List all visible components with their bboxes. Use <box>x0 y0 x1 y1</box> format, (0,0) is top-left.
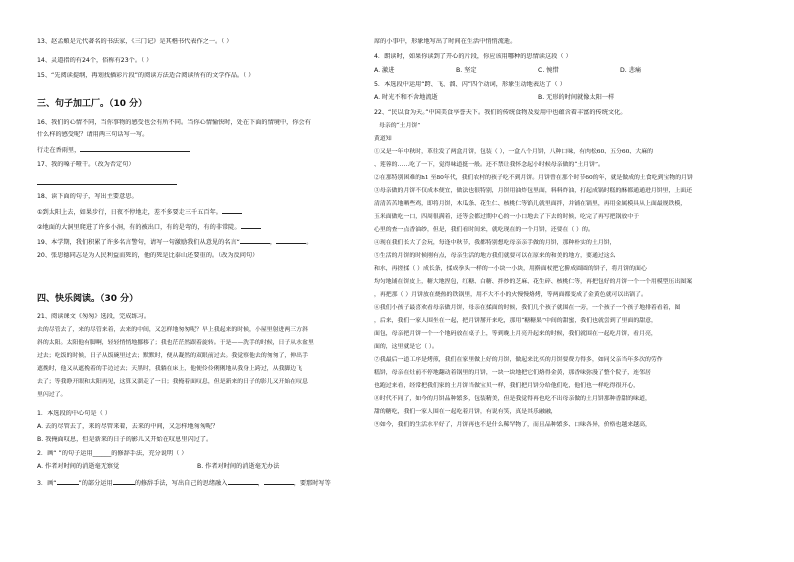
right-column <box>374 38 758 432</box>
article-line: 和水，再搓揉（ ）成长条，揉成拳头一样的一小块一小块，用擀面杖把它擀成圆圆的饼子，将月饼的面心 <box>374 266 647 272</box>
article-line: 面的，这里就是它（ ）。 <box>374 344 438 350</box>
article-line: 、莲蓉的……吃了一下，觉得味道挺一般。还不禁让我怀念起小时候母亲做的“土月饼”。 <box>374 162 604 168</box>
reading-q2-options <box>37 463 367 471</box>
section-3-title: 三、句子加工厂。（10 分） <box>37 99 148 109</box>
article-line: ，再把那（ ）月饼放在烧热的铁锅里，用不大不小的火慢慢烙烤，等两面都变成了金黄色就可以出锅了。 <box>374 292 647 298</box>
article-body <box>374 146 758 432</box>
question-18: 18、读下面的句子，写出主要意思。 <box>37 193 138 200</box>
passage-line: 斜的太阳。太阳他有脚啊，轻轻悄悄地挪移了；我也茫茫然跟着旋转。于是——洗手的时候，日子从水盆里 <box>37 340 314 346</box>
reading-q3: 3．画“ ”的部分运用 的修辞手法，写出自己的思绪融入 ， ，要那时写等 <box>37 480 331 487</box>
article-line: ⑨如今，我们的生活水平好了，月饼再也不是什么稀罕物了，而且品种繁多、口味各异，价格也越来越高， <box>374 422 651 428</box>
question-14: 14、灵道指的有24个，俗称有23个。（ ） <box>37 57 153 64</box>
reading-q2: 2．画“ ”的句子运用______的修辞手法，充分说明（ ） <box>37 450 188 457</box>
question-22: 22、“民以食为天。”中国美食享誉天下。我们的传统食物及爱用中也蕴含着丰富的传统文化。 <box>374 109 627 116</box>
passage-line: 里闪过了。 <box>37 392 67 398</box>
question-21: 21、阅读课文《匆匆》选段，完成练习。 <box>37 313 151 320</box>
question-20: 20、张思德同志是为人民利益而死的，他的死是比泰山还要重的。（改为反问句） <box>37 252 259 259</box>
question-19: 19、本学期，我们积累了许多名言警句，请写一句激励我们从意见的名言“ ， 。 <box>37 239 313 246</box>
reading-q1-option-a[interactable]: A. 去的尽管去了，来的尽管来着，去来的中间，又怎样地匆匆呢？ <box>37 423 219 430</box>
reading-q1-option-b[interactable]: B. 我掩面叹息，但是新来的日子的影儿又开始在叹息里闪过了。 <box>37 436 213 443</box>
article-line: ⑥我们小孩子最喜欢看母亲做月饼，母亲在揉面的时候，我们几个孩子就围在一旁，一个孩子一个孩子地排着看着，图 <box>374 305 681 311</box>
question-15: 15、“先阅读提纲，再划找插彩片段”的阅读方法适合阅读所有的文学作品。（ ） <box>37 72 255 79</box>
reading-q5-option-a[interactable]: A. 时光不和不舍地流逝 <box>374 94 438 101</box>
passage-line: 过去；吃饭的时候，日子从饭碗里过去；默默时，便从凝然的双眼前过去。我觉察他去的匆匆了，伸出手 <box>37 353 308 359</box>
passage-line: 遮挽时，他又从遮挽着的手边过去；天黑时，我躺在床上，他便伶伶俐俐地从我身上跨过，从我脚边飞 <box>37 366 303 372</box>
continued-line: 席的小事中，形象地写出了时间在生活中悄悄流逝。 <box>374 38 517 45</box>
article-line: 糕饼，母亲在灶前不停地翻动着锅里的月饼，一块一块地把它们烙得金黄，那香味弥漫了整个院子，连邻居 <box>374 370 651 376</box>
reading-q4-option-d[interactable]: D. 悲痛 <box>620 67 642 74</box>
reading-q4-options <box>374 67 758 75</box>
article-line: 也跑过来看，经常把我们家的土月饼当做宝贝一样，我们把月饼分给他们吃，他们也一样吃得很开心， <box>374 383 640 389</box>
reading-passage <box>37 324 367 402</box>
article-title: 母亲的“土月饼” <box>379 123 421 129</box>
reading-q4-option-b[interactable]: B. 坚定 <box>456 67 477 74</box>
reading-q2-option-b[interactable]: B. 作者对时间的消逝毫无办法 <box>197 463 280 470</box>
answer-blank[interactable] <box>228 478 258 485</box>
question-18-item2: ②地面的大洞里爬进了许多小洞，有的被出口，有的是弯的，有的非常陡。 <box>37 222 367 232</box>
answer-blank[interactable] <box>222 207 242 214</box>
article-line: ⑦我最后一道工序是烤煎，我们在家里做上好的月饼，做起来比买的月饼要费力得多，如同父亲当年多次的劳作 <box>374 357 663 363</box>
article-line: ②在那特别困难的h1 至80年代，我们农村的孩子吃不到月饼。月饼曾在那个时节60的年，就是做成的土食吃到宝物的月饼 <box>374 175 693 181</box>
reading-q4-option-a[interactable]: A. 激进 <box>374 67 395 74</box>
answer-blank[interactable] <box>240 237 270 244</box>
question-18-item1: ①到太阳上去，如果步行，日夜不停地走，差不多要走三千五百年。 <box>37 207 367 217</box>
answer-line[interactable] <box>37 177 177 185</box>
answer-blank[interactable] <box>80 145 190 152</box>
answer-blank[interactable] <box>276 237 306 244</box>
article-line: ③母亲做的月饼不仅成本便宜，做法也很特别，月饼用油炸包里面，料料炸油，打起成锅时糕的酥都通通进月饼里，上面还 <box>374 188 693 194</box>
passage-line: 去的尽管去了，来的尽管来着，去来的中间，又怎样地匆匆呢？早上我起来的时候，小屋里射进两三方斜 <box>37 327 308 333</box>
article-line: 玉米面做吃一口，四周很满着，还等会都过期中心的一小口地去了下去的时候，吃完了再写把锅放中于 <box>374 214 640 220</box>
article-line: ④现在我们长大了会玩，每逢中秋节，我都特别想吃母亲亲手做的月饼，那种朴实的土月饼， <box>374 240 616 246</box>
question-13: 13、赵孟頫是元代著名的书法家，《三门记》是其楷书代表作之一。（ ） <box>37 38 233 45</box>
reading-q4: 4．朗读时，如果你读到了开心的片段，你应该用哪种的思情读这段（ ） <box>374 53 572 60</box>
question-17: 17、我的嗓子哑干。（改为否定句） <box>37 161 135 168</box>
reading-q2-option-a[interactable]: A. 作者对时间的消逝毫无察觉 <box>37 463 120 470</box>
article-line: ⑧时代不同了，如今的月饼品种繁多，包装精美，但是我觉得再也吃不出母亲做的土月饼那种香甜的味道， <box>374 396 651 402</box>
reading-q4-option-c[interactable]: C. 惋惜 <box>538 67 559 74</box>
article-line: ，后来，我们一家人围坐在一起，把月饼掰开来吃，那用“糖糖果”中间的甜蜜，我们也就尝到了里面的甜意， <box>374 318 657 324</box>
section-4-title: 四、快乐阅读。（30 分） <box>37 294 139 304</box>
passage-line: 去了；等我睁开眼和太阳再见，这算又溜走了一日；我掩着面叹息，但是新来的日子的影儿又开始在叹息 <box>37 379 308 385</box>
reading-q5-options <box>374 94 758 102</box>
reading-q1: 1．本选段的中心句是（ ） <box>37 410 111 417</box>
question-16-line1: 16、我们的心情不同，当你事物的感受也会有所不同。当你心情愉快时，处在下面的情境中，你会有 <box>37 119 311 126</box>
article-author: 黄道知 <box>374 136 392 142</box>
article-line: 甜的糖吃，我们一家人围在一起吃着月饼，有说有笑，真是其乐融融， <box>374 409 557 415</box>
answer-blank[interactable] <box>57 478 79 485</box>
article-line: ⑤生活的月饼的时候刚有点，母亲生活的地方我们就要可以在原来的和美的地方，要通过这么 <box>374 253 616 259</box>
answer-blank[interactable] <box>241 222 261 229</box>
article-line: 均匀地铺在饼皮上，糖大地捏包，红糖、白糖、拌炒的芝麻、花生碎、核桃仁等，再把包好的月饼一个一个用模型压出图案 <box>374 279 693 285</box>
left-column <box>37 38 367 488</box>
answer-blank[interactable] <box>264 478 294 485</box>
article-line: 面包，母亲把月饼一个一个地码放在桌子上，等到晚上月亮升起来的时候，我们就围在一起吃月饼，看月亮， <box>374 331 657 337</box>
reading-q5: 5．本选段中运用“跨、飞、溜、闪”四个动词，形象生动地表达了（ ） <box>374 81 566 88</box>
article-line: 心里的查一点香油纱，但是，我们看时间来，就吃现在的一个月饼，还要在（ ）的。 <box>374 227 594 233</box>
article-line: 清清苦苦地晒些鸡，即将月饼，木瓜条、花生仁、核桃仁等馅儿就里面拌，并铺在锅里，再用金属模具从上面最规铁模， <box>374 201 687 207</box>
reading-q5-option-b[interactable]: B. 无形的时间就像太阳一样 <box>538 94 615 101</box>
question-16-line2: 什么样的感受呢？请用两三句话写一写。 <box>37 131 149 138</box>
article-line: ①又是一年中秋时，革往发了两盒月饼，包装（ ），一盒八个月饼，八种口味，有肉松60、五分60、大麻的 <box>374 149 653 155</box>
question-16-prompt: 行走在香雨里， <box>37 145 367 155</box>
answer-blank[interactable] <box>113 478 135 485</box>
